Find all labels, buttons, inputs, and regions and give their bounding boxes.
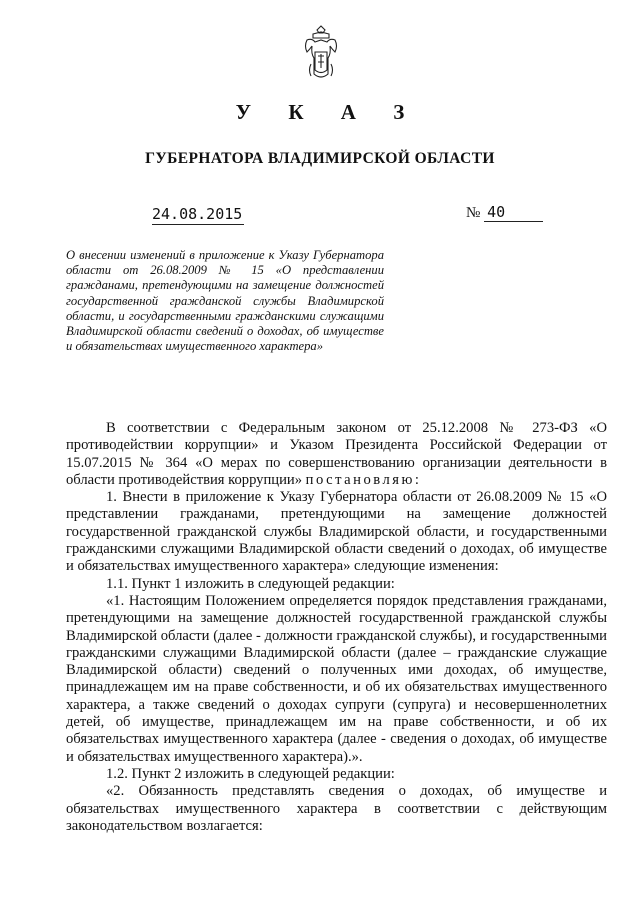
document-subtitle: ГУБЕРНАТОРА ВЛАДИМИРСКОЙ ОБЛАСТИ [145,150,495,167]
clause-1-1-text: «1. Настоящим Положением определяется порядок представления гражданами, претендующими на замещение должностей государственной гражданской службы Владимирской области (далее - должности гражданской службы), и государственными гражданскими служащими Владимирской области (далее – гражданские служащие Владимирской области) сведений о полученных ими доходах, об имуществе, принадлежащем им на праве собственности, и об их обязательствах имущественного характера, а также сведений о доходах супруги (супруга) и несовершеннолетних детей, об имуществе, принадлежащем им на праве собственности, и об их обязательствах имущественного характера (далее - сведения о доходах, об имуществе и обязательствах имущественного характера).». [66,592,607,765]
coat-of-arms-icon [303,24,339,82]
document-body [66,420,607,835]
decree-word: постановляю: [305,471,422,488]
clause-1-1: 1.1. Пункт 1 изложить в следующей редакции: [106,575,395,592]
clause-1: 1. Внести в приложение к Указу Губернатора области от 26.08.2009 № 15 «О представлении гражданами, претендующими на замещение должностей государственной гражданской службы Владимирской области, и государственными гражданскими служащими Владимирской области сведений о доходах, об имуществе и обязательствах имущественного характера» следующие изменения: [66,489,607,575]
document-number [466,203,543,222]
document-subject: О внесении изменений в приложение к Указу Губернатора области от 26.08.2009 № 15 «О представлении гражданами, претендующими на замещение должностей государственной гражданской службы Владимирской области, и государственными гражданскими служащими Владимирской области сведений о доходах, об имуществе и обязательствах имущественного характера» [66,248,384,354]
document-title: У К А З [235,100,421,124]
number-label: № [466,205,481,221]
number-value: 40 [484,203,543,222]
preamble-text: В соответствии с Федеральным законом от 25.12.2008 № 273-ФЗ «О противодействии коррупции» и Указом Президента Российской Федерации от 15.07.2015 № 364 «О мерах по совершенствованию организации деятельности в области противодействия коррупции» [66,420,607,488]
clause-1-2: 1.2. Пункт 2 изложить в следующей редакции: [106,765,395,782]
clause-1-2-text: «2. Обязанность представлять сведения о доходах, об имуществе и обязательствах имущественного характера в соответствии с действующим законодательством возлагается: [66,783,607,834]
document-date: 24.08.2015 [152,205,243,223]
preamble-paragraph [66,420,607,489]
